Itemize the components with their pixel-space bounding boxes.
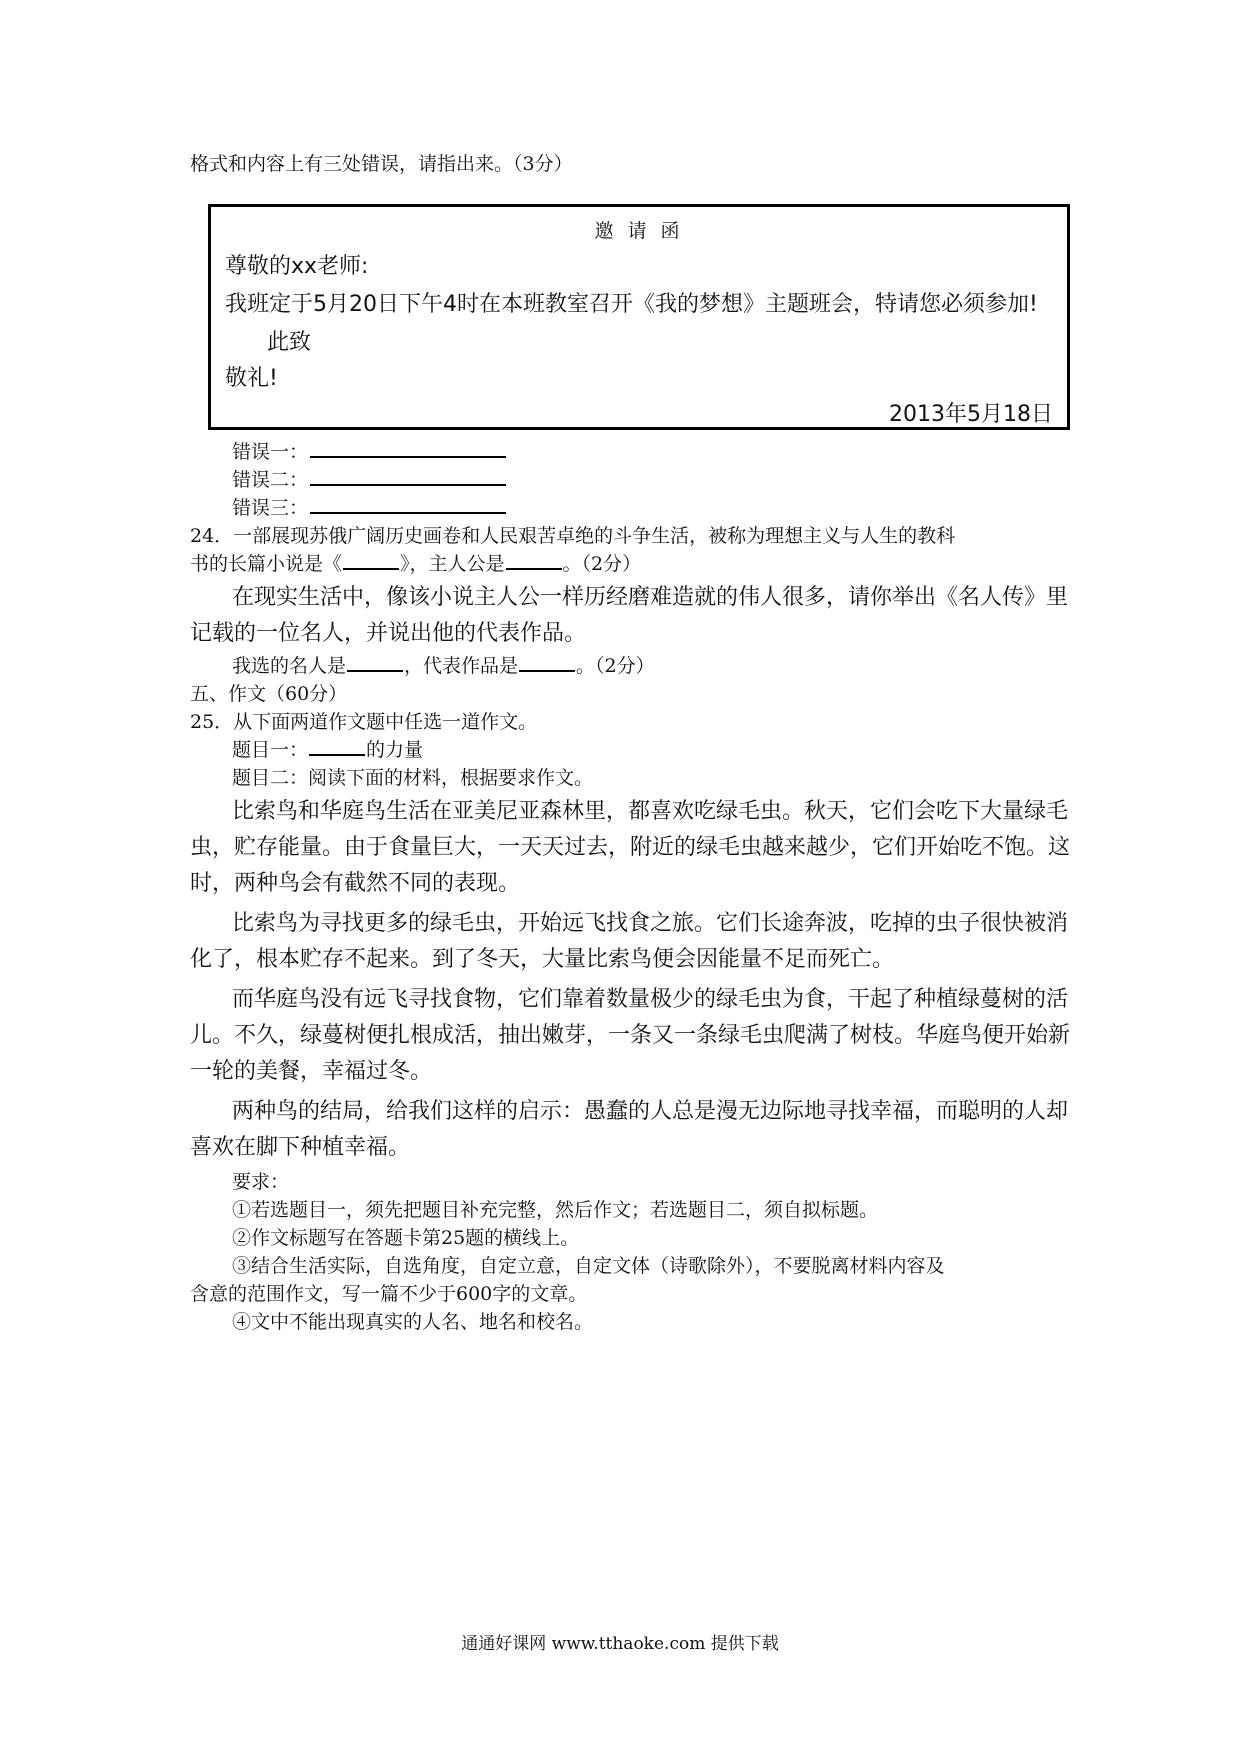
invitation-closing-1: 此致 — [267, 330, 312, 355]
q24-paragraph-2: 记载的一位名人，并说出他的代表作品。 — [190, 621, 587, 646]
material-line-1: 比索鸟和华庭鸟生活在亚美尼亚森林里，都喜欢吃绿毛虫。秋天，它们会吃下大量绿毛 — [232, 799, 1069, 824]
q24-paragraph-1: 在现实生活中，像该小说主人公一样历经磨难造就的伟人很多，请你举出《名人传》里 — [232, 585, 1069, 610]
topic-1 — [232, 736, 423, 764]
section-5-heading: 五、作文（60分） — [190, 683, 348, 705]
q24-ans-text-c: 。（2分） — [576, 655, 655, 677]
topic-1-label: 题目一： — [232, 739, 309, 761]
error-answer-1[interactable] — [310, 436, 506, 458]
q24-ans-text-b: ，代表作品是 — [404, 655, 519, 677]
error-answer-2[interactable] — [310, 464, 506, 486]
invitation-box — [208, 204, 1070, 430]
error-label-1: 错误一： — [232, 441, 309, 463]
q24-answer-line — [232, 652, 655, 680]
invitation-greeting: 尊敬的xx老师: — [225, 254, 369, 279]
error-label-3: 错误三： — [232, 497, 309, 519]
requirement-4: ④文中不能出现真实的人名、地名和校名。 — [232, 1311, 594, 1333]
error-line-1 — [232, 436, 506, 466]
q24-person-blank[interactable] — [347, 652, 403, 672]
topic-2: 题目二：阅读下面的材料，根据要求作文。 — [232, 767, 594, 789]
q24-text-a: 书的长篇小说是《 — [190, 553, 343, 575]
q24-hero-blank[interactable] — [506, 550, 562, 570]
q24-text-b: 》，主人公是 — [400, 553, 505, 575]
material-line-6: 而华庭鸟没有远飞寻找食物，它们靠着数量极少的绿毛虫为食，干起了种植绿蔓树的活 — [232, 987, 1069, 1012]
requirement-3-cont: 含意的范围作文，写一篇不少于600字的文章。 — [190, 1283, 588, 1305]
material-line-7: 儿。不久，绿蔓树便扎根成活，抽出嫩芽，一条又一条绿毛虫爬满了树枝。华庭鸟便开始新 — [190, 1023, 1071, 1048]
material-line-4: 比索鸟为寻找更多的绿毛虫，开始远飞找食之旅。它们长途奔波，吃掉的虫子很快被消 — [232, 911, 1069, 936]
error-line-2 — [232, 464, 506, 494]
error-label-2: 错误二： — [232, 469, 309, 491]
topic-1-suffix: 的力量 — [366, 739, 424, 761]
invitation-body: 我班定于5月20日下午4时在本班教室召开《我的梦想》主题班会，特请您必须参加! — [225, 292, 1038, 317]
material-line-5: 化了，根本贮存不起来。到了冬天，大量比索鸟便会因能量不足而死亡。 — [190, 947, 895, 972]
q24-line-2 — [190, 550, 641, 578]
topic-1-blank[interactable] — [309, 736, 365, 756]
q24-text-c: 。（2分） — [562, 553, 642, 575]
material-line-2: 虫，贮存能量。由于食量巨大，一天天过去，附近的绿毛虫越来越少，它们开始吃不饱。这 — [190, 835, 1071, 860]
material-line-9: 两种鸟的结局，给我们这样的启示：愚蠢的人总是漫无边际地寻找幸福，而聪明的人却 — [232, 1099, 1069, 1124]
intro-text: 格式和内容上有三处错误，请指出来。（3分） — [190, 153, 573, 175]
q24-work-blank[interactable] — [519, 652, 575, 672]
q24-book-blank[interactable] — [343, 550, 399, 570]
requirement-2: ②作文标题写在答题卡第25题的横线上。 — [232, 1227, 580, 1249]
footer-text: 通通好课网 www.tthaoke.com 提供下载 — [461, 1634, 779, 1654]
q24-ans-text-a: 我选的名人是 — [232, 655, 347, 677]
invitation-title: 邀 请 函 — [594, 220, 684, 242]
error-answer-3[interactable] — [310, 492, 506, 514]
requirement-3: ③结合生活实际，自选角度，自定立意，自定文体（诗歌除外），不要脱离材料内容及 — [232, 1255, 945, 1277]
material-line-3: 时，两种鸟会有截然不同的表现。 — [190, 871, 521, 896]
requirement-1: ①若选题目一，须先把题目补充完整，然后作文；若选题目二，须自拟标题。 — [232, 1199, 879, 1221]
invitation-date: 2013年5月18日 — [889, 402, 1053, 427]
invitation-closing-2: 敬礼! — [225, 366, 278, 391]
material-line-8: 一轮的美餐，幸福过冬。 — [190, 1059, 433, 1084]
requirements-label: 要求： — [232, 1171, 290, 1193]
material-line-10: 喜欢在脚下种植幸福。 — [190, 1135, 411, 1160]
error-line-3 — [232, 492, 506, 522]
q24-line-1: 24．一部展现苏俄广阔历史画卷和人民艰苦卓绝的斗争生活，被称为理想主义与人生的教科 — [190, 525, 956, 547]
q25-line: 25．从下面两道作文题中任选一道作文。 — [190, 711, 538, 733]
